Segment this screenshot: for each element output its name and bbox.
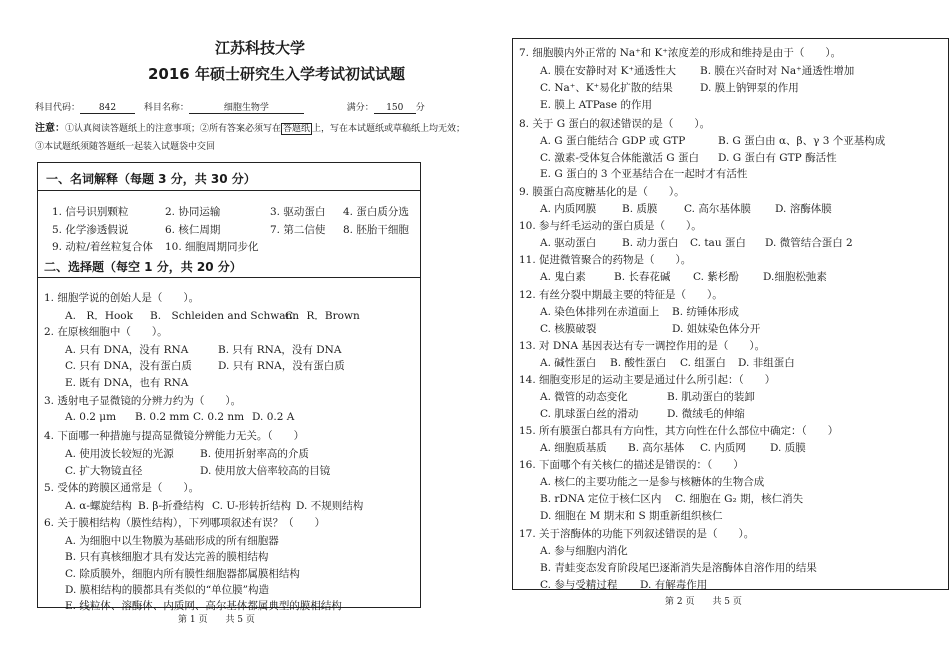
q8-option-d: D. G 蛋白有 GTP 酶活性 <box>718 152 837 164</box>
q2-option-c: C. 只有 DNA，没有蛋白质 <box>65 360 192 372</box>
term-4: 4. 蛋白质分选 <box>343 206 409 218</box>
score-unit: 分 <box>415 103 425 113</box>
question-15: 15. 所有膜蛋白都具有方向性，其方向性在什么部位中确定：（ ） <box>519 425 839 437</box>
q8-option-c: C. 激素-受体复合体能激活 G 蛋白 <box>540 152 699 164</box>
question-3: 3. 透射电子显微镜的分辨力约为（ ）。 <box>44 395 242 407</box>
q3-option-a: A. 0.2 μm <box>65 411 117 423</box>
term-5: 5. 化学渗透假说 <box>52 224 129 236</box>
term-10: 10. 细胞周期同步化 <box>165 241 259 253</box>
q1-option-c: C. R．Brown <box>285 310 360 322</box>
q1-option-b: B. Schleiden and Schwann <box>150 310 300 322</box>
q10-option-b: B. 动力蛋白 <box>622 237 679 249</box>
notice-boxed-word: 答题纸 <box>283 124 311 134</box>
q17-option-a: A. 参与细胞内消化 <box>540 545 628 557</box>
q12-option-a: A. 染色体排列在赤道面上 <box>540 306 660 318</box>
q4-option-b: B. 使用折射率高的介质 <box>200 448 309 460</box>
page-footer-right: 第 2 页 共 5 页 <box>665 597 742 607</box>
q5-option-a: A. α-螺旋结构 <box>65 500 132 512</box>
code-value: 842 <box>80 103 135 114</box>
question-2: 2. 在原核细胞中（ ）。 <box>44 326 168 338</box>
code-label: 科目代码： <box>35 103 81 113</box>
q7-option-c: C. Na⁺、K⁺易化扩散的结果 <box>540 82 673 94</box>
q16-option-b: B. rDNA 定位于核仁区内 <box>540 493 662 505</box>
q12-option-d: D. 姐妹染色体分开 <box>672 323 761 335</box>
q12-option-c: C. 核膜破裂 <box>540 323 597 335</box>
q6-option-b: B. 只有真核细胞才具有发达完善的膜相结构 <box>65 551 269 563</box>
q11-option-b: B. 长春花碱 <box>614 271 671 283</box>
q17-option-c: C. 参与受精过程 <box>540 579 618 591</box>
score-value: 150 <box>374 103 416 114</box>
name-label: 科目名称： <box>143 103 189 113</box>
q14-option-b: B. 肌动蛋白的装卸 <box>667 391 755 403</box>
q12-option-b: B. 纺锤体形成 <box>672 306 739 318</box>
q8-option-b: B. G 蛋白由 α、β、γ 3 个亚基构成 <box>718 135 886 147</box>
notice-text-a: ①认真阅读答题纸上的注意事项；②所有答案必须写在 <box>65 124 282 134</box>
q7-option-a: A. 膜在安静时对 K⁺通透性大 <box>540 65 676 77</box>
q7-option-d: D. 膜上钠钾泵的作用 <box>700 82 799 94</box>
q10-option-c: C. tau 蛋白 <box>690 237 746 249</box>
q3-option-c: C. 0.2 nm <box>193 411 245 423</box>
university-name: 江苏科技大学 <box>215 39 306 57</box>
q7-option-b: B. 膜在兴奋时对 Na⁺通透性增加 <box>700 65 855 77</box>
q4-option-c: C. 扩大物镜直径 <box>65 465 143 477</box>
question-14: 14. 细胞变形足的运动主要是通过什么所引起：（ ） <box>519 374 776 386</box>
term-7: 7. 第二信使 <box>270 224 326 236</box>
q14-option-d: D. 微绒毛的伸缩 <box>667 408 745 420</box>
q2-option-e: E. 既有 DNA，也有 RNA <box>65 377 189 389</box>
q15-option-a: A. 细胞质基质 <box>540 442 607 454</box>
q4-option-a: A. 使用波长较短的光源 <box>65 448 174 460</box>
q15-option-b: B. 高尔基体 <box>628 442 685 454</box>
q6-option-d: D. 膜相结构的膜都具有类似的“单位膜”构造 <box>65 584 269 596</box>
question-1: 1. 细胞学说的创始人是（ ）。 <box>44 292 200 304</box>
q8-option-a: A. G 蛋白能结合 GDP 或 GTP <box>540 135 686 147</box>
q11-option-a: A. 鬼白素 <box>540 271 586 283</box>
q3-option-d: D. 0.2 A <box>252 411 295 423</box>
q6-option-a: A. 为细胞中以生物膜为基础形成的所有细胞器 <box>65 535 279 547</box>
term-8: 8. 胚胎干细胞 <box>343 224 409 236</box>
notice-line-1 <box>35 119 465 134</box>
name-value: 细胞生物学 <box>189 100 304 114</box>
q14-option-c: C. 肌球蛋白丝的滑动 <box>540 408 639 420</box>
q9-option-d: D. 溶酶体膜 <box>775 203 832 215</box>
term-6: 6. 核仁周期 <box>165 224 221 236</box>
q3-option-b: B. 0.2 mm <box>135 411 190 423</box>
q9-option-b: B. 质膜 <box>622 203 658 215</box>
notice-text-b: 上，写在本试题纸或草稿纸上均无效； <box>312 124 466 134</box>
q6-option-e: E. 线粒体、溶酶体、内质网、高尔基体都属典型的膜相结构 <box>65 600 342 612</box>
q16-option-d: D. 细胞在 M 期末和 S 期重新组织核仁 <box>540 510 723 522</box>
q9-option-c: C. 高尔基体膜 <box>684 203 751 215</box>
q15-option-c: C. 内质网 <box>700 442 746 454</box>
section1-title: 一、名词解释（每题 3 分，共 30 分） <box>46 172 256 186</box>
q2-option-a: A. 只有 DNA，没有 RNA <box>65 344 189 356</box>
term-3: 3. 驱动蛋白 <box>270 206 326 218</box>
q5-option-b: B. β-折叠结构 <box>138 500 205 512</box>
question-11: 11. 促进微管聚合的药物是（ ）。 <box>519 254 692 266</box>
question-9: 9. 膜蛋白高度糖基化的是（ ）。 <box>519 186 685 198</box>
q16-option-a: A. 核仁的主要功能之一是参与核糖体的生物合成 <box>540 476 765 488</box>
question-5: 5. 受体的跨膜区通常是（ ）。 <box>44 482 200 494</box>
q13-option-a: A. 碱性蛋白 <box>540 357 597 369</box>
q17-option-b: B. 青蛙变态发育阶段尾巴逐渐消失是溶酶体自溶作用的结果 <box>540 562 817 574</box>
question-8: 8. 关于 G 蛋白的叙述错误的是（ ）。 <box>519 118 711 130</box>
question-17: 17. 关于溶酶体的功能下列叙述错误的是（ ）。 <box>519 528 755 540</box>
section2-divider <box>37 277 420 278</box>
q10-option-a: A. 驱动蛋白 <box>540 237 597 249</box>
question-7: 7. 细胞膜内外正常的 Na⁺和 K⁺浓度差的形成和维持是由于（ ）。 <box>519 47 842 59</box>
question-13: 13. 对 DNA 基因表达有专一调控作用的是（ ）。 <box>519 340 766 352</box>
subject-info-row <box>35 100 425 114</box>
notice-line-2: ③本试题纸须随答题纸一起装入试题袋中交回 <box>35 142 216 152</box>
term-2: 2. 协同运输 <box>165 206 221 218</box>
q11-option-c: C. 紫杉酚 <box>693 271 739 283</box>
q7-option-e: E. 膜上 ATPase 的作用 <box>540 99 652 111</box>
q11-option-d: D.细胞松弛素 <box>763 271 827 283</box>
notice-label: 注意： <box>35 123 65 134</box>
q13-option-d: D. 非组蛋白 <box>738 357 795 369</box>
q6-option-c: C. 除质膜外，细胞内所有膜性细胞器都属膜相结构 <box>65 568 300 580</box>
question-16: 16. 下面哪个有关核仁的描述是错误的：（ ） <box>519 459 744 471</box>
question-6: 6. 关于膜相结构（膜性结构），下列哪项叙述有误？（ ） <box>44 517 326 529</box>
q16-option-c: C. 细胞在 G₂ 期，核仁消失 <box>675 493 804 505</box>
q9-option-a: A. 内质网膜 <box>540 203 597 215</box>
question-4: 4. 下面哪一种措施与提高显微镜分辨能力无关。（ ） <box>44 430 305 442</box>
q1-option-a: A. R．Hook <box>65 310 133 322</box>
q2-option-d: D. 只有 RNA，没有蛋白质 <box>218 360 345 372</box>
q15-option-d: D. 质膜 <box>770 442 806 454</box>
q5-option-c: C. U-形转折结构 <box>212 500 292 512</box>
section1-divider <box>37 190 420 191</box>
q2-option-b: B. 只有 RNA，没有 DNA <box>218 344 342 356</box>
q17-option-d: D. 有解毒作用 <box>640 579 708 591</box>
q5-option-d: D. 不规则结构 <box>296 500 364 512</box>
term-1: 1. 信号识别颗粒 <box>52 206 129 218</box>
q8-option-e: E. G 蛋白的 3 个亚基结合在一起时才有活性 <box>540 168 748 180</box>
score-label: 满分： <box>346 103 374 113</box>
section2-title: 二、选择题（每空 1 分，共 20 分） <box>44 260 242 274</box>
question-10: 10. 参与纤毛运动的蛋白质是（ ）。 <box>519 220 702 232</box>
page-footer-left: 第 1 页 共 5 页 <box>178 615 255 625</box>
q13-option-c: C. 组蛋白 <box>680 357 726 369</box>
q13-option-b: B. 酸性蛋白 <box>610 357 667 369</box>
exam-title: 2016 年硕士研究生入学考试初试试题 <box>148 65 405 83</box>
q14-option-a: A. 微管的动态变化 <box>540 391 628 403</box>
question-12: 12. 有丝分裂中期最主要的特征是（ ）。 <box>519 289 723 301</box>
q10-option-d: D. 微管结合蛋白 2 <box>765 237 853 249</box>
term-9: 9. 动粒/着丝粒复合体 <box>52 241 153 253</box>
q4-option-d: D. 使用放大倍率较高的目镜 <box>200 465 331 477</box>
